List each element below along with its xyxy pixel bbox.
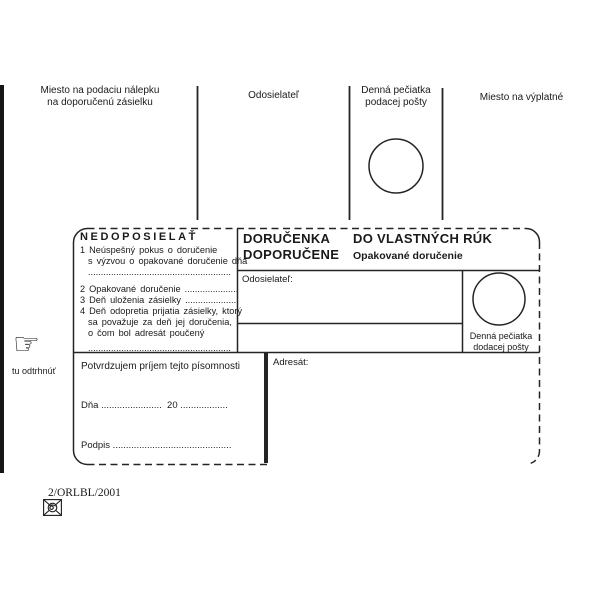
label-denna-peciatka-podacej-line2: podacej pošty	[365, 97, 427, 108]
left-edge-bar	[0, 85, 4, 473]
label-miesto-na-vyplatne: Miesto na výplatné	[479, 92, 564, 103]
form-subtitle-opakovane-dorucenie: Opakované doručenie	[353, 250, 463, 262]
nedoposielat-line: 3 Deň uloženia zásielky ....................	[80, 294, 237, 305]
form-title-do-vlastnych-ruk: DO VLASTNÝCH RÚK	[353, 231, 493, 246]
form-title-dorucenka: DORUČENKA	[243, 231, 331, 246]
form-bottomright-corner	[527, 451, 540, 464]
confirm-receipt-text: Potvrdzujem príjem tejto písomnosti	[81, 361, 240, 372]
form-title-doporucene: DOPORUČENE	[243, 247, 340, 262]
pointing-hand-icon: ☞	[13, 327, 40, 362]
nedoposielat-dots: ........................................................	[88, 342, 231, 353]
signature-line: Podpis .............................................	[81, 440, 232, 451]
dodacia-stamp-caption-line1: Denná pečiatka	[469, 331, 533, 341]
date-line: Dňa ....................... 20 ..................	[81, 400, 228, 411]
dodacia-stamp-circle	[473, 273, 525, 325]
dodacia-stamp-caption-line2: dodacej pošty	[473, 341, 529, 352]
odosielatel-field-label: Odosielateľ:	[242, 274, 293, 285]
form-topright-corner	[526, 229, 540, 243]
nedoposielat-box	[80, 231, 248, 354]
dodacia-stamp-caption	[462, 331, 540, 352]
label-denna-peciatka-podacej-line1: Denná pečiatka	[361, 85, 431, 96]
nedoposielat-line: 4 Deň odopretia prijatia zásielky, ktorý	[80, 306, 243, 317]
nedoposielat-line: o čom bol adresát poučený	[88, 328, 205, 339]
nedoposielat-line: 2 Opakované doručenie .....................	[80, 283, 239, 294]
nedoposielat-line: 1 Neúspešný pokus o doručenie	[80, 245, 218, 255]
podacia-stamp-circle	[369, 139, 423, 193]
tear-here-label: tu odtrhnúť	[12, 366, 56, 376]
nedoposielat-line: sa považuje za deň jej doručenia,	[88, 317, 232, 328]
label-podacia-nalepka-line1: Miesto na podaciu nálepku	[40, 85, 160, 96]
form-code: 2/ORLBL/2001	[48, 487, 121, 499]
nedoposielat-dots: ........................................................	[88, 267, 231, 278]
label-odosielatel-top: Odosielateľ	[248, 90, 299, 101]
adresat-field-label: Adresát:	[273, 357, 309, 368]
nedoposielat-line: s výzvou o opakované doručenie dňa	[88, 256, 248, 267]
label-podacia-nalepka	[10, 85, 190, 109]
label-denna-peciatka-podacej	[350, 85, 442, 109]
nedoposielat-title: NEDOPOSIELAŤ	[80, 231, 198, 243]
label-podacia-nalepka-line2: na doporučenú zásielku	[47, 97, 153, 108]
